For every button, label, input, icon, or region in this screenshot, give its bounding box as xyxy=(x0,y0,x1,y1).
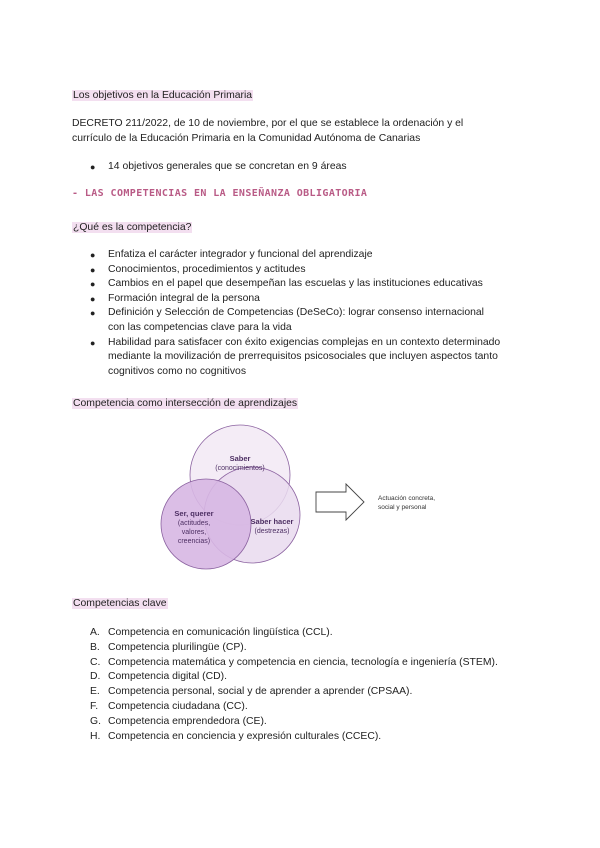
competencia-list xyxy=(90,248,500,379)
saber-subtitle: (conocimientos) xyxy=(215,465,265,472)
list-item: G. Competencia emprendedora (CE). xyxy=(90,715,267,727)
saber-title: Saber xyxy=(229,454,251,463)
heading-que-es: ¿Qué es la competencia? xyxy=(73,222,192,233)
list-item-continuation: cognitivos como no cognitivos xyxy=(108,365,247,377)
objetivos-list xyxy=(90,160,347,175)
list-item: ● Formación integral de la persona xyxy=(90,292,500,307)
list-item: D. Competencia digital (CD). xyxy=(90,671,227,683)
result-line-1: Actuación concreta, xyxy=(378,495,436,502)
ser-subtitle-3: creencias) xyxy=(177,538,211,545)
section-title: - LAS COMPETENCIAS EN LA ENSEÑANZA OBLIGATORIA xyxy=(72,188,368,199)
bullet-icon: ● xyxy=(90,308,96,319)
list-item: ● Enfatiza el carácter integrador y funcional del aprendizaje xyxy=(90,248,500,263)
bullet-icon: ● xyxy=(90,162,96,172)
hacer-subtitle: (destrezas) xyxy=(254,528,290,535)
arrow-right-icon xyxy=(316,484,364,520)
heading-interseccion: Competencia como intersección de aprendizajes xyxy=(73,398,298,409)
decreto-line-1: DECRETO 211/2022, de 10 de noviembre, por el que se establece la ordenación y el xyxy=(72,118,464,129)
list-item: ● Cambios en el papel que desempeñan las escuelas y las instituciones educativas xyxy=(90,277,500,292)
list-item: A. Competencia en comunicación lingüística (CCL). xyxy=(90,627,333,638)
hacer-title: Saber hacer xyxy=(250,517,294,526)
list-item: ● 14 objetivos generales que se concretan en 9 áreas xyxy=(90,160,347,175)
list-item: C. Competencia matemática y competencia en ciencia, tecnología e ingeniería (STEM). xyxy=(90,656,498,668)
bullet-icon: ● xyxy=(90,293,96,304)
heading-clave: Competencias clave xyxy=(73,598,167,609)
decreto-line-2: currículo de la Educación Primaria en la Comunidad Autónoma de Canarias xyxy=(72,133,421,144)
list-item: ● Conocimientos, procedimientos y actitudes xyxy=(90,263,500,278)
ser-subtitle-2: valores, xyxy=(181,529,207,536)
ser-subtitle-1: (actitudes, xyxy=(177,520,211,527)
bullet-icon: ● xyxy=(90,337,96,348)
list-item: ● Habilidad para satisfacer con éxito exigencias complejas en un contexto determinado xyxy=(90,336,500,351)
list-item: ● Definición y Selección de Competencias (DeSeCo): lograr consenso internacional xyxy=(90,306,500,321)
list-item: H. Competencia en conciencia y expresión culturales (CCEC). xyxy=(90,730,382,742)
list-item-continuation: mediante la movilización de prerrequisitos psicosociales que incluyen aspectos tanto xyxy=(108,351,498,363)
bullet-icon: ● xyxy=(90,279,96,290)
list-item: E. Competencia personal, social y de aprender a aprender (CPSAA). xyxy=(90,686,413,698)
heading-objetivos: Los objetivos en la Educación Primaria xyxy=(73,90,253,101)
bullet-icon: ● xyxy=(90,264,96,275)
result-line-2: social y personal xyxy=(378,504,427,511)
decreto-paragraph xyxy=(72,116,463,146)
clave-list xyxy=(90,626,498,744)
list-item: F. Competencia ciudadana (CC). xyxy=(90,700,248,712)
list-item-continuation: con las competencias clave para la vida xyxy=(108,321,292,333)
list-item: B. Competencia plurilingüe (CP). xyxy=(90,641,247,653)
ser-title: Ser, querer xyxy=(174,509,214,518)
venn-diagram xyxy=(140,420,470,570)
bullet-icon: ● xyxy=(90,250,96,260)
